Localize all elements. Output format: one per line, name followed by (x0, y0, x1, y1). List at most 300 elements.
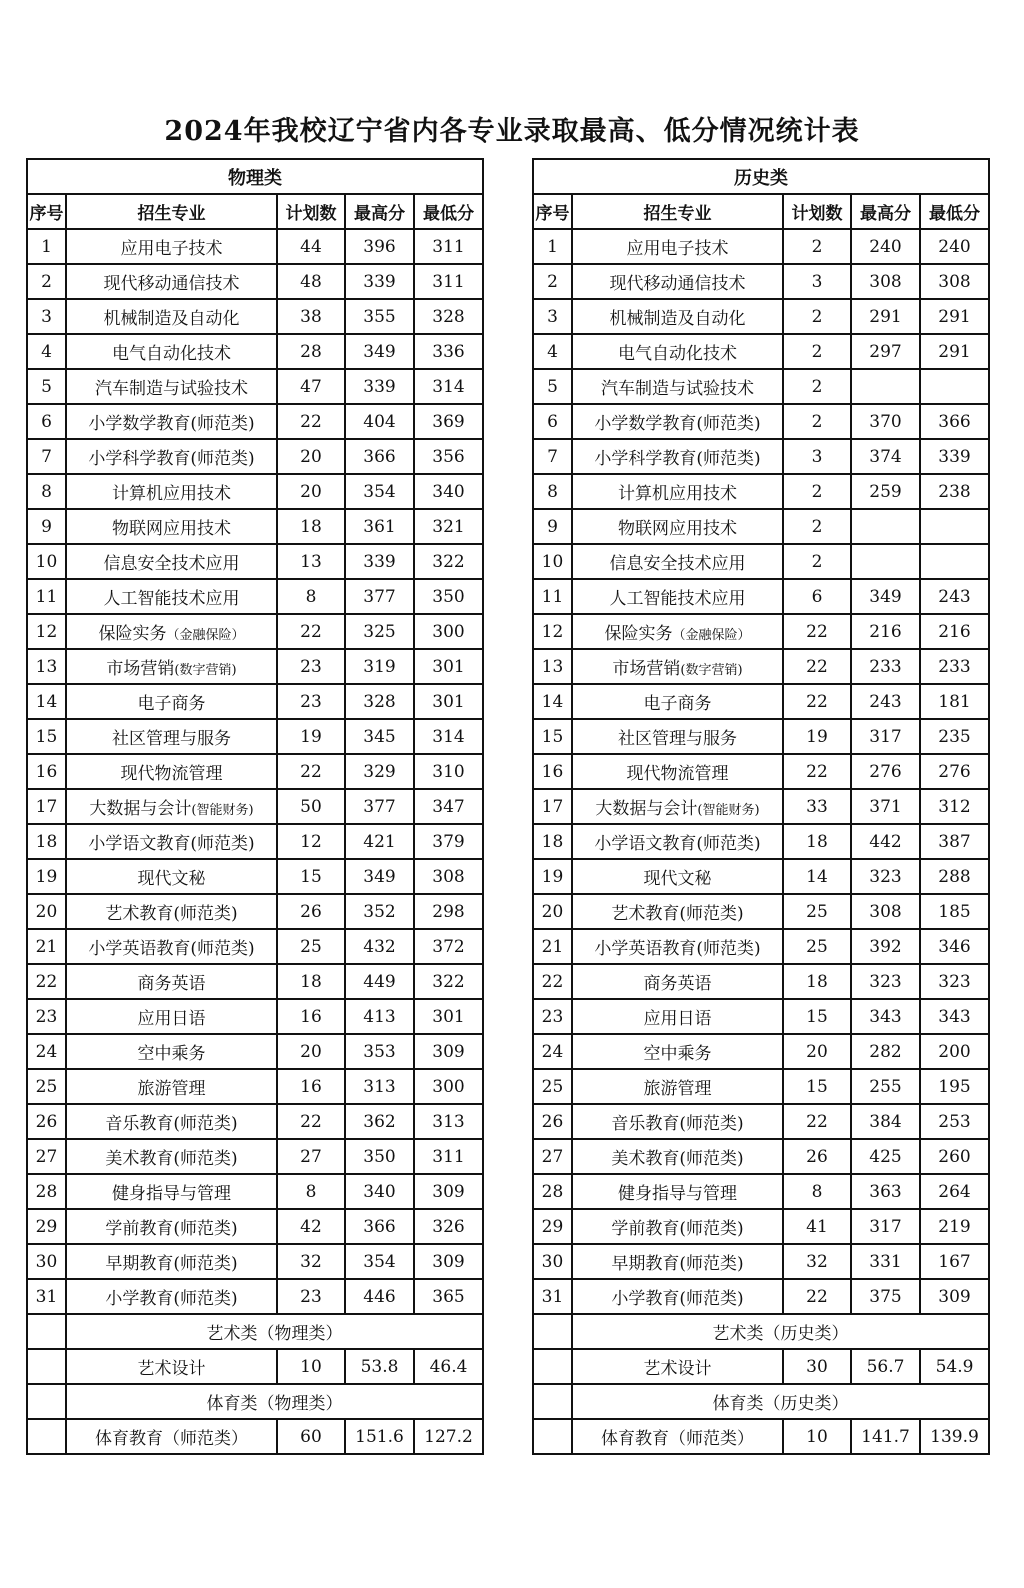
major-note: (智能财务) (697, 803, 760, 818)
table-row (533, 1139, 989, 1174)
min-score: 300 (414, 614, 483, 649)
major-name (572, 474, 783, 509)
row-number: 8 (27, 474, 66, 509)
plan-count: 22 (277, 614, 345, 649)
sport-min: 127.2 (414, 1419, 483, 1454)
table-row (533, 369, 989, 404)
min-score: 308 (920, 264, 989, 299)
min-score: 326 (414, 1209, 483, 1244)
max-score: 339 (345, 264, 414, 299)
row-number: 29 (533, 1209, 572, 1244)
plan-count: 32 (783, 1244, 851, 1279)
art-max: 56.7 (851, 1349, 920, 1384)
plan-count: 26 (783, 1139, 851, 1174)
major-name (572, 544, 783, 579)
table-row (27, 1104, 483, 1139)
history-rows (533, 229, 989, 1314)
major-note: (数字营销) (680, 663, 743, 678)
row-number: 11 (533, 579, 572, 614)
major-note: (智能财务) (191, 803, 254, 818)
major-label: 健身指导与管理 (112, 1184, 231, 1204)
plan-count: 27 (277, 1139, 345, 1174)
row-number: 30 (27, 1244, 66, 1279)
min-score: 328 (414, 299, 483, 334)
plan-count: 20 (783, 1034, 851, 1069)
table-row (27, 964, 483, 999)
major-name (66, 579, 277, 614)
plan-count: 16 (277, 999, 345, 1034)
major-name (572, 824, 783, 859)
row-number: 27 (533, 1139, 572, 1174)
empty-cell (533, 1314, 572, 1349)
max-score: 425 (851, 1139, 920, 1174)
art-max: 53.8 (345, 1349, 414, 1384)
plan-count: 12 (277, 824, 345, 859)
major-name (66, 229, 277, 264)
plan-count: 8 (783, 1174, 851, 1209)
empty-cell (27, 1419, 66, 1454)
min-score: 301 (414, 999, 483, 1034)
major-name (66, 439, 277, 474)
major-name (66, 824, 277, 859)
major-name (66, 719, 277, 754)
sport-major: 体育教育（师范类） (572, 1419, 783, 1454)
max-score: 313 (345, 1069, 414, 1104)
major-label: 小学语文教育(师范类) (594, 834, 761, 854)
min-score: 366 (920, 404, 989, 439)
table-row (27, 509, 483, 544)
max-score: 233 (851, 649, 920, 684)
max-score: 216 (851, 614, 920, 649)
major-label: 信息安全技术应用 (103, 554, 240, 574)
min-score: 253 (920, 1104, 989, 1139)
row-number: 3 (533, 299, 572, 334)
max-score: 276 (851, 754, 920, 789)
plan-count: 8 (277, 1174, 345, 1209)
plan-count: 48 (277, 264, 345, 299)
max-score: 354 (345, 1244, 414, 1279)
major-label: 大数据与会计 (595, 799, 698, 819)
table-row (27, 684, 483, 719)
table-row (27, 369, 483, 404)
max-score: 291 (851, 299, 920, 334)
major-name (572, 439, 783, 474)
row-number: 20 (533, 894, 572, 929)
max-score: 413 (345, 999, 414, 1034)
header-min: 最低分 (920, 194, 989, 229)
row-number: 24 (533, 1034, 572, 1069)
major-label: 应用日语 (643, 1009, 712, 1029)
major-name (66, 404, 277, 439)
row-number: 9 (533, 509, 572, 544)
plan-count: 20 (277, 439, 345, 474)
min-score: 314 (414, 719, 483, 754)
row-number: 31 (27, 1279, 66, 1314)
table-row (533, 299, 989, 334)
major-name (66, 544, 277, 579)
major-name (572, 229, 783, 264)
sport-plan: 10 (783, 1419, 851, 1454)
plan-count: 2 (783, 404, 851, 439)
major-name (572, 1209, 783, 1244)
plan-count: 44 (277, 229, 345, 264)
max-score: 377 (345, 579, 414, 614)
category-header: 物理类 (27, 159, 483, 194)
table-row (27, 1209, 483, 1244)
major-name (66, 684, 277, 719)
major-label: 机械制造及自动化 (609, 309, 746, 329)
major-label: 物联网应用技术 (618, 519, 737, 539)
max-score: 323 (851, 964, 920, 999)
table-row (533, 754, 989, 789)
row-number: 5 (27, 369, 66, 404)
row-number: 18 (27, 824, 66, 859)
major-name (572, 404, 783, 439)
major-label: 计算机应用技术 (618, 484, 737, 504)
row-number: 4 (27, 334, 66, 369)
plan-count: 38 (277, 299, 345, 334)
major-name (572, 859, 783, 894)
row-number: 10 (27, 544, 66, 579)
major-name (572, 334, 783, 369)
major-name (572, 579, 783, 614)
row-number: 25 (27, 1069, 66, 1104)
max-score: 374 (851, 439, 920, 474)
row-number: 4 (533, 334, 572, 369)
max-score: 349 (345, 859, 414, 894)
major-name (572, 789, 783, 824)
min-score: 276 (920, 754, 989, 789)
table-row (27, 299, 483, 334)
table-row (27, 1279, 483, 1314)
major-label: 现代物流管理 (120, 764, 223, 784)
table-row (27, 1174, 483, 1209)
major-name (66, 964, 277, 999)
major-name (66, 474, 277, 509)
max-score: 361 (345, 509, 414, 544)
min-score: 167 (920, 1244, 989, 1279)
major-name (66, 334, 277, 369)
plan-count: 22 (783, 1279, 851, 1314)
table-row (27, 824, 483, 859)
major-label: 电气自动化技术 (112, 344, 231, 364)
max-score: 442 (851, 824, 920, 859)
min-score: 310 (414, 754, 483, 789)
major-note: (数字营销) (174, 663, 237, 678)
major-label: 旅游管理 (137, 1079, 206, 1099)
plan-count: 32 (277, 1244, 345, 1279)
major-name (66, 369, 277, 404)
row-number: 27 (27, 1139, 66, 1174)
max-score: 371 (851, 789, 920, 824)
major-label: 小学教育(师范类) (105, 1289, 238, 1309)
major-name (66, 1174, 277, 1209)
min-score: 311 (414, 1139, 483, 1174)
min-score (920, 544, 989, 579)
plan-count: 18 (277, 964, 345, 999)
major-label: 保险实务 (604, 624, 673, 644)
major-label: 市场营销 (612, 659, 681, 679)
row-number: 21 (27, 929, 66, 964)
physics-rows (27, 229, 483, 1314)
min-score: 291 (920, 299, 989, 334)
category-header: 历史类 (533, 159, 989, 194)
plan-count: 16 (277, 1069, 345, 1104)
max-score: 349 (345, 334, 414, 369)
min-score: 216 (920, 614, 989, 649)
row-number: 23 (533, 999, 572, 1034)
max-score: 366 (345, 1209, 414, 1244)
min-score: 311 (414, 264, 483, 299)
header-plan: 计划数 (783, 194, 851, 229)
major-label: 小学英语教育(师范类) (594, 939, 761, 959)
plan-count: 23 (277, 1279, 345, 1314)
plan-count: 14 (783, 859, 851, 894)
max-score (851, 544, 920, 579)
page-title: 2024年我校辽宁省内各专业录取最高、低分情况统计表 (164, 116, 860, 147)
table-row (27, 999, 483, 1034)
major-name (572, 929, 783, 964)
plan-count: 22 (783, 649, 851, 684)
row-number: 24 (27, 1034, 66, 1069)
plan-count: 25 (277, 929, 345, 964)
empty-cell (27, 1314, 66, 1349)
min-score: 356 (414, 439, 483, 474)
min-score: 312 (920, 789, 989, 824)
min-score: 185 (920, 894, 989, 929)
plan-count: 15 (783, 999, 851, 1034)
max-score: 421 (345, 824, 414, 859)
min-score: 195 (920, 1069, 989, 1104)
table-row (27, 1244, 483, 1279)
table-row (27, 614, 483, 649)
major-label: 应用日语 (137, 1009, 206, 1029)
table-row (27, 439, 483, 474)
min-score: 238 (920, 474, 989, 509)
max-score: 259 (851, 474, 920, 509)
major-label: 美术教育(师范类) (611, 1149, 744, 1169)
major-name (66, 509, 277, 544)
table-row (533, 649, 989, 684)
major-label: 计算机应用技术 (112, 484, 231, 504)
max-score: 328 (345, 684, 414, 719)
row-number: 10 (533, 544, 572, 579)
row-number: 12 (27, 614, 66, 649)
major-label: 电子商务 (137, 694, 206, 714)
min-score: 313 (414, 1104, 483, 1139)
plan-count: 2 (783, 544, 851, 579)
max-score: 352 (345, 894, 414, 929)
header-plan: 计划数 (277, 194, 345, 229)
table-row (533, 229, 989, 264)
max-score: 363 (851, 1174, 920, 1209)
major-label: 应用电子技术 (120, 239, 223, 259)
major-label: 现代移动通信技术 (609, 274, 746, 294)
major-name (66, 894, 277, 929)
table-row (27, 579, 483, 614)
min-score: 300 (414, 1069, 483, 1104)
empty-cell (533, 1384, 572, 1419)
max-score: 339 (345, 369, 414, 404)
row-number: 31 (533, 1279, 572, 1314)
major-name (572, 684, 783, 719)
sport-section-label: 体育类（物理类） (66, 1384, 483, 1419)
min-score: 347 (414, 789, 483, 824)
min-score: 288 (920, 859, 989, 894)
row-number: 1 (27, 229, 66, 264)
major-name (572, 1139, 783, 1174)
major-label: 音乐教育(师范类) (105, 1114, 238, 1134)
plan-count: 22 (277, 404, 345, 439)
table-row (27, 404, 483, 439)
header-min: 最低分 (414, 194, 483, 229)
major-note: （金融保险） (166, 628, 245, 643)
empty-cell (27, 1349, 66, 1384)
major-label: 旅游管理 (643, 1079, 712, 1099)
plan-count: 26 (277, 894, 345, 929)
max-score: 317 (851, 719, 920, 754)
max-score: 355 (345, 299, 414, 334)
plan-count: 20 (277, 474, 345, 509)
min-score: 235 (920, 719, 989, 754)
row-number: 15 (27, 719, 66, 754)
max-score: 446 (345, 1279, 414, 1314)
major-name (66, 859, 277, 894)
plan-count: 22 (783, 614, 851, 649)
table-row (533, 1244, 989, 1279)
row-number: 18 (533, 824, 572, 859)
max-score: 240 (851, 229, 920, 264)
max-score: 375 (851, 1279, 920, 1314)
major-label: 早期教育(师范类) (611, 1254, 744, 1274)
major-label: 市场营销 (106, 659, 175, 679)
table-row (533, 789, 989, 824)
plan-count: 25 (783, 894, 851, 929)
major-label: 艺术教育(师范类) (105, 904, 238, 924)
major-label: 汽车制造与试验技术 (95, 379, 248, 399)
row-number: 28 (533, 1174, 572, 1209)
max-score: 384 (851, 1104, 920, 1139)
history-table (532, 158, 990, 1455)
plan-count: 19 (277, 719, 345, 754)
plan-count: 22 (783, 1104, 851, 1139)
major-name (572, 1069, 783, 1104)
art-plan: 10 (277, 1349, 345, 1384)
table-row (27, 719, 483, 754)
table-row (533, 999, 989, 1034)
major-name (572, 964, 783, 999)
plan-count: 42 (277, 1209, 345, 1244)
empty-cell (533, 1349, 572, 1384)
row-number: 2 (27, 264, 66, 299)
min-score: 243 (920, 579, 989, 614)
empty-cell (27, 1384, 66, 1419)
major-name (572, 509, 783, 544)
plan-count: 41 (783, 1209, 851, 1244)
plan-count: 2 (783, 299, 851, 334)
table-row (533, 1279, 989, 1314)
max-score: 449 (345, 964, 414, 999)
major-name (572, 299, 783, 334)
table-row (533, 439, 989, 474)
row-number: 30 (533, 1244, 572, 1279)
sport-max: 141.7 (851, 1419, 920, 1454)
max-score: 297 (851, 334, 920, 369)
major-name (66, 1244, 277, 1279)
major-name (572, 1279, 783, 1314)
table-row (533, 264, 989, 299)
max-score: 392 (851, 929, 920, 964)
table-row (533, 824, 989, 859)
max-score: 317 (851, 1209, 920, 1244)
table-row (533, 859, 989, 894)
min-score: 372 (414, 929, 483, 964)
row-number: 6 (27, 404, 66, 439)
max-score: 331 (851, 1244, 920, 1279)
min-score: 264 (920, 1174, 989, 1209)
sport-plan: 60 (277, 1419, 345, 1454)
table-row (27, 334, 483, 369)
max-score: 308 (851, 264, 920, 299)
major-name (66, 264, 277, 299)
table-row (533, 579, 989, 614)
max-score: 345 (345, 719, 414, 754)
plan-count: 33 (783, 789, 851, 824)
header-no: 序号 (533, 194, 572, 229)
row-number: 9 (27, 509, 66, 544)
min-score (920, 509, 989, 544)
max-score: 362 (345, 1104, 414, 1139)
header-major: 招生专业 (572, 194, 783, 229)
major-name (66, 299, 277, 334)
major-name (572, 894, 783, 929)
major-label: 商务英语 (137, 974, 206, 994)
row-number: 13 (533, 649, 572, 684)
row-number: 26 (533, 1104, 572, 1139)
min-score: 298 (414, 894, 483, 929)
row-number: 3 (27, 299, 66, 334)
row-number: 16 (27, 754, 66, 789)
min-score: 291 (920, 334, 989, 369)
min-score: 323 (920, 964, 989, 999)
row-number: 14 (533, 684, 572, 719)
min-score: 309 (920, 1279, 989, 1314)
sport-min: 139.9 (920, 1419, 989, 1454)
major-label: 小学数学教育(师范类) (88, 414, 255, 434)
plan-count: 25 (783, 929, 851, 964)
sport-max: 151.6 (345, 1419, 414, 1454)
min-score: 301 (414, 649, 483, 684)
min-score: 308 (414, 859, 483, 894)
plan-count: 23 (277, 649, 345, 684)
plan-count: 2 (783, 334, 851, 369)
table-row (533, 1174, 989, 1209)
max-score: 340 (345, 1174, 414, 1209)
row-number: 15 (533, 719, 572, 754)
major-label: 保险实务 (98, 624, 167, 644)
row-number: 20 (27, 894, 66, 929)
major-label: 艺术教育(师范类) (611, 904, 744, 924)
major-label: 机械制造及自动化 (103, 309, 240, 329)
min-score: 365 (414, 1279, 483, 1314)
plan-count: 3 (783, 439, 851, 474)
table-row (27, 229, 483, 264)
plan-count: 18 (277, 509, 345, 544)
plan-count: 6 (783, 579, 851, 614)
plan-count: 18 (783, 824, 851, 859)
row-number: 19 (533, 859, 572, 894)
major-note: （金融保险） (672, 628, 751, 643)
